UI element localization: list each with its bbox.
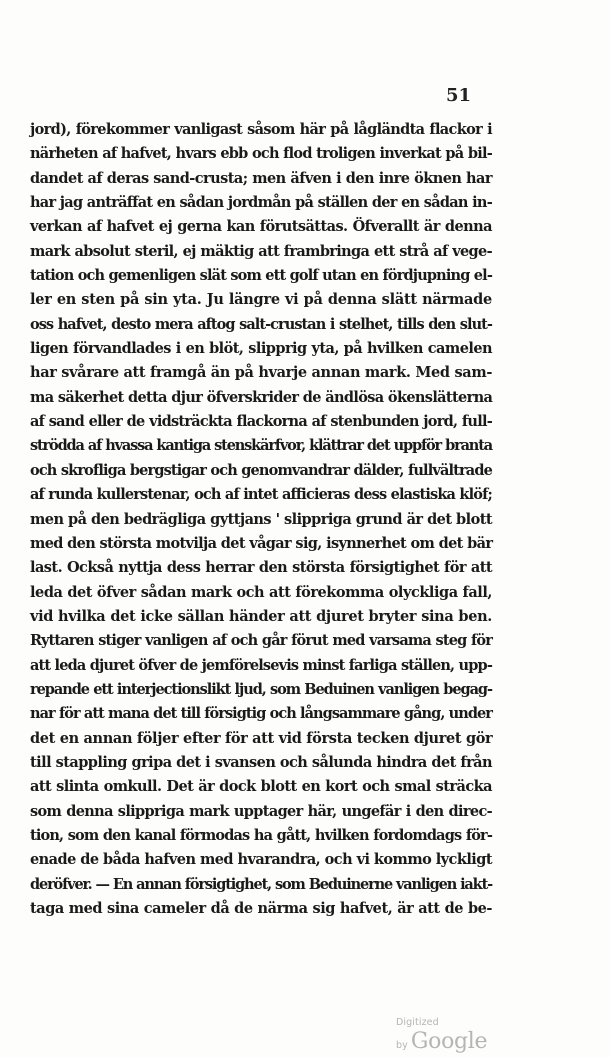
text-line: vid hvilka det icke sällan händer att djuret bryter sina ben. <box>30 607 492 625</box>
text-line: af runda kullerstenar, och af intet afficieras dess elastiska klöf; <box>30 486 492 504</box>
text-line: Ryttaren stiger vanligen af och går förut med varsama steg för <box>30 632 492 650</box>
text-line: last. Också nyttja dess herrar den största försigtighet för att <box>30 559 492 577</box>
text-line: som denna slippriga mark upptager här, ungefär i den direc- <box>30 802 492 820</box>
text-line: jord), förekommer vanligast såsom här på lågländta flackor i <box>30 121 492 138</box>
page-number: 51 <box>446 85 472 106</box>
text-line: taga med sina cameler då de närma sig hafvet, är att de be- <box>30 900 492 917</box>
text-line: nar för att mana det till försigtig och långsammare gång, under <box>30 705 492 723</box>
text-line: enade de båda hafven med hvarandra, och vi kommo lyckligt <box>30 851 492 869</box>
text-line: har jag anträffat en sådan jordmån på ställen der en sådan in- <box>30 194 492 212</box>
body-text <box>30 118 492 921</box>
watermark-prefix: Digitized by <box>396 1017 439 1051</box>
digitized-watermark <box>396 1010 526 1054</box>
text-line: mark absolut steril, ej mäktig att frambringa ett strå af vege- <box>30 242 492 260</box>
text-line: tation och gemenligen slät som ett golf utan en fördjupning el- <box>30 267 492 285</box>
text-line: dandet af deras sand-crusta; men äfven i den inre öknen har <box>30 169 492 187</box>
text-line: oss hafvet, desto mera aftog salt-crustan i stelhet, tills den slut- <box>30 315 492 333</box>
text-line: och skrofliga bergstigar och genomvandrar dälder, fullvältrade <box>30 461 492 479</box>
text-line: af sand eller de vidsträckta flackorna af stenbunden jord, full- <box>30 413 492 431</box>
text-line: ler en sten på sin yta. Ju längre vi på denna slätt närmade <box>30 291 492 309</box>
text-line: men på den bedrägliga gyttjans ' slippriga grund är det blott <box>30 510 492 528</box>
text-line: till stappling gripa det i svansen och sålunda hindra det från <box>30 753 492 771</box>
text-line: tion, som den kanal förmodas ha gått, hvilken fordomdags för- <box>30 826 492 844</box>
text-line: med den största motvilja det vågar sig, isynnerhet om det bär <box>30 534 493 552</box>
text-line: att slinta omkull. Det är dock blott en kort och smal sträcka <box>30 778 492 796</box>
text-line: att leda djuret öfver de jemförelsevis minst farliga ställen, upp- <box>30 656 492 674</box>
text-line: ma säkerhet detta djur öfverskrider de ändlösa ökenslätterna <box>30 388 493 406</box>
text-line: ligen förvandlades i en blöt, slipprig yta, på hvilken camelen <box>30 340 492 358</box>
text-line: verkan af hafvet ej gerna kan förutsättas. Öfverallt är denna <box>30 218 492 236</box>
text-line: strödda af hvassa kantiga stenskärfvor, klättrar det uppför branta <box>30 437 492 455</box>
text-line: har svårare att framgå än på hvarje annan mark. Med sam- <box>30 364 492 382</box>
text-line: leda det öfver sådan mark och att förekomma olyckliga fall, <box>30 583 492 601</box>
text-line: repande ett interjectionslikt ljud, som Beduinen vanligen begag- <box>30 680 492 698</box>
text-line: det en annan följer efter för att vid första tecken djuret gör <box>30 729 493 747</box>
google-logo: Google <box>410 1029 488 1054</box>
text-line: närheten af hafvet, hvars ebb och flod troligen inverkat på bil- <box>30 145 492 163</box>
text-line: deröfver. — En annan försigtighet, som Beduinerne vanligen iakt- <box>30 875 492 893</box>
